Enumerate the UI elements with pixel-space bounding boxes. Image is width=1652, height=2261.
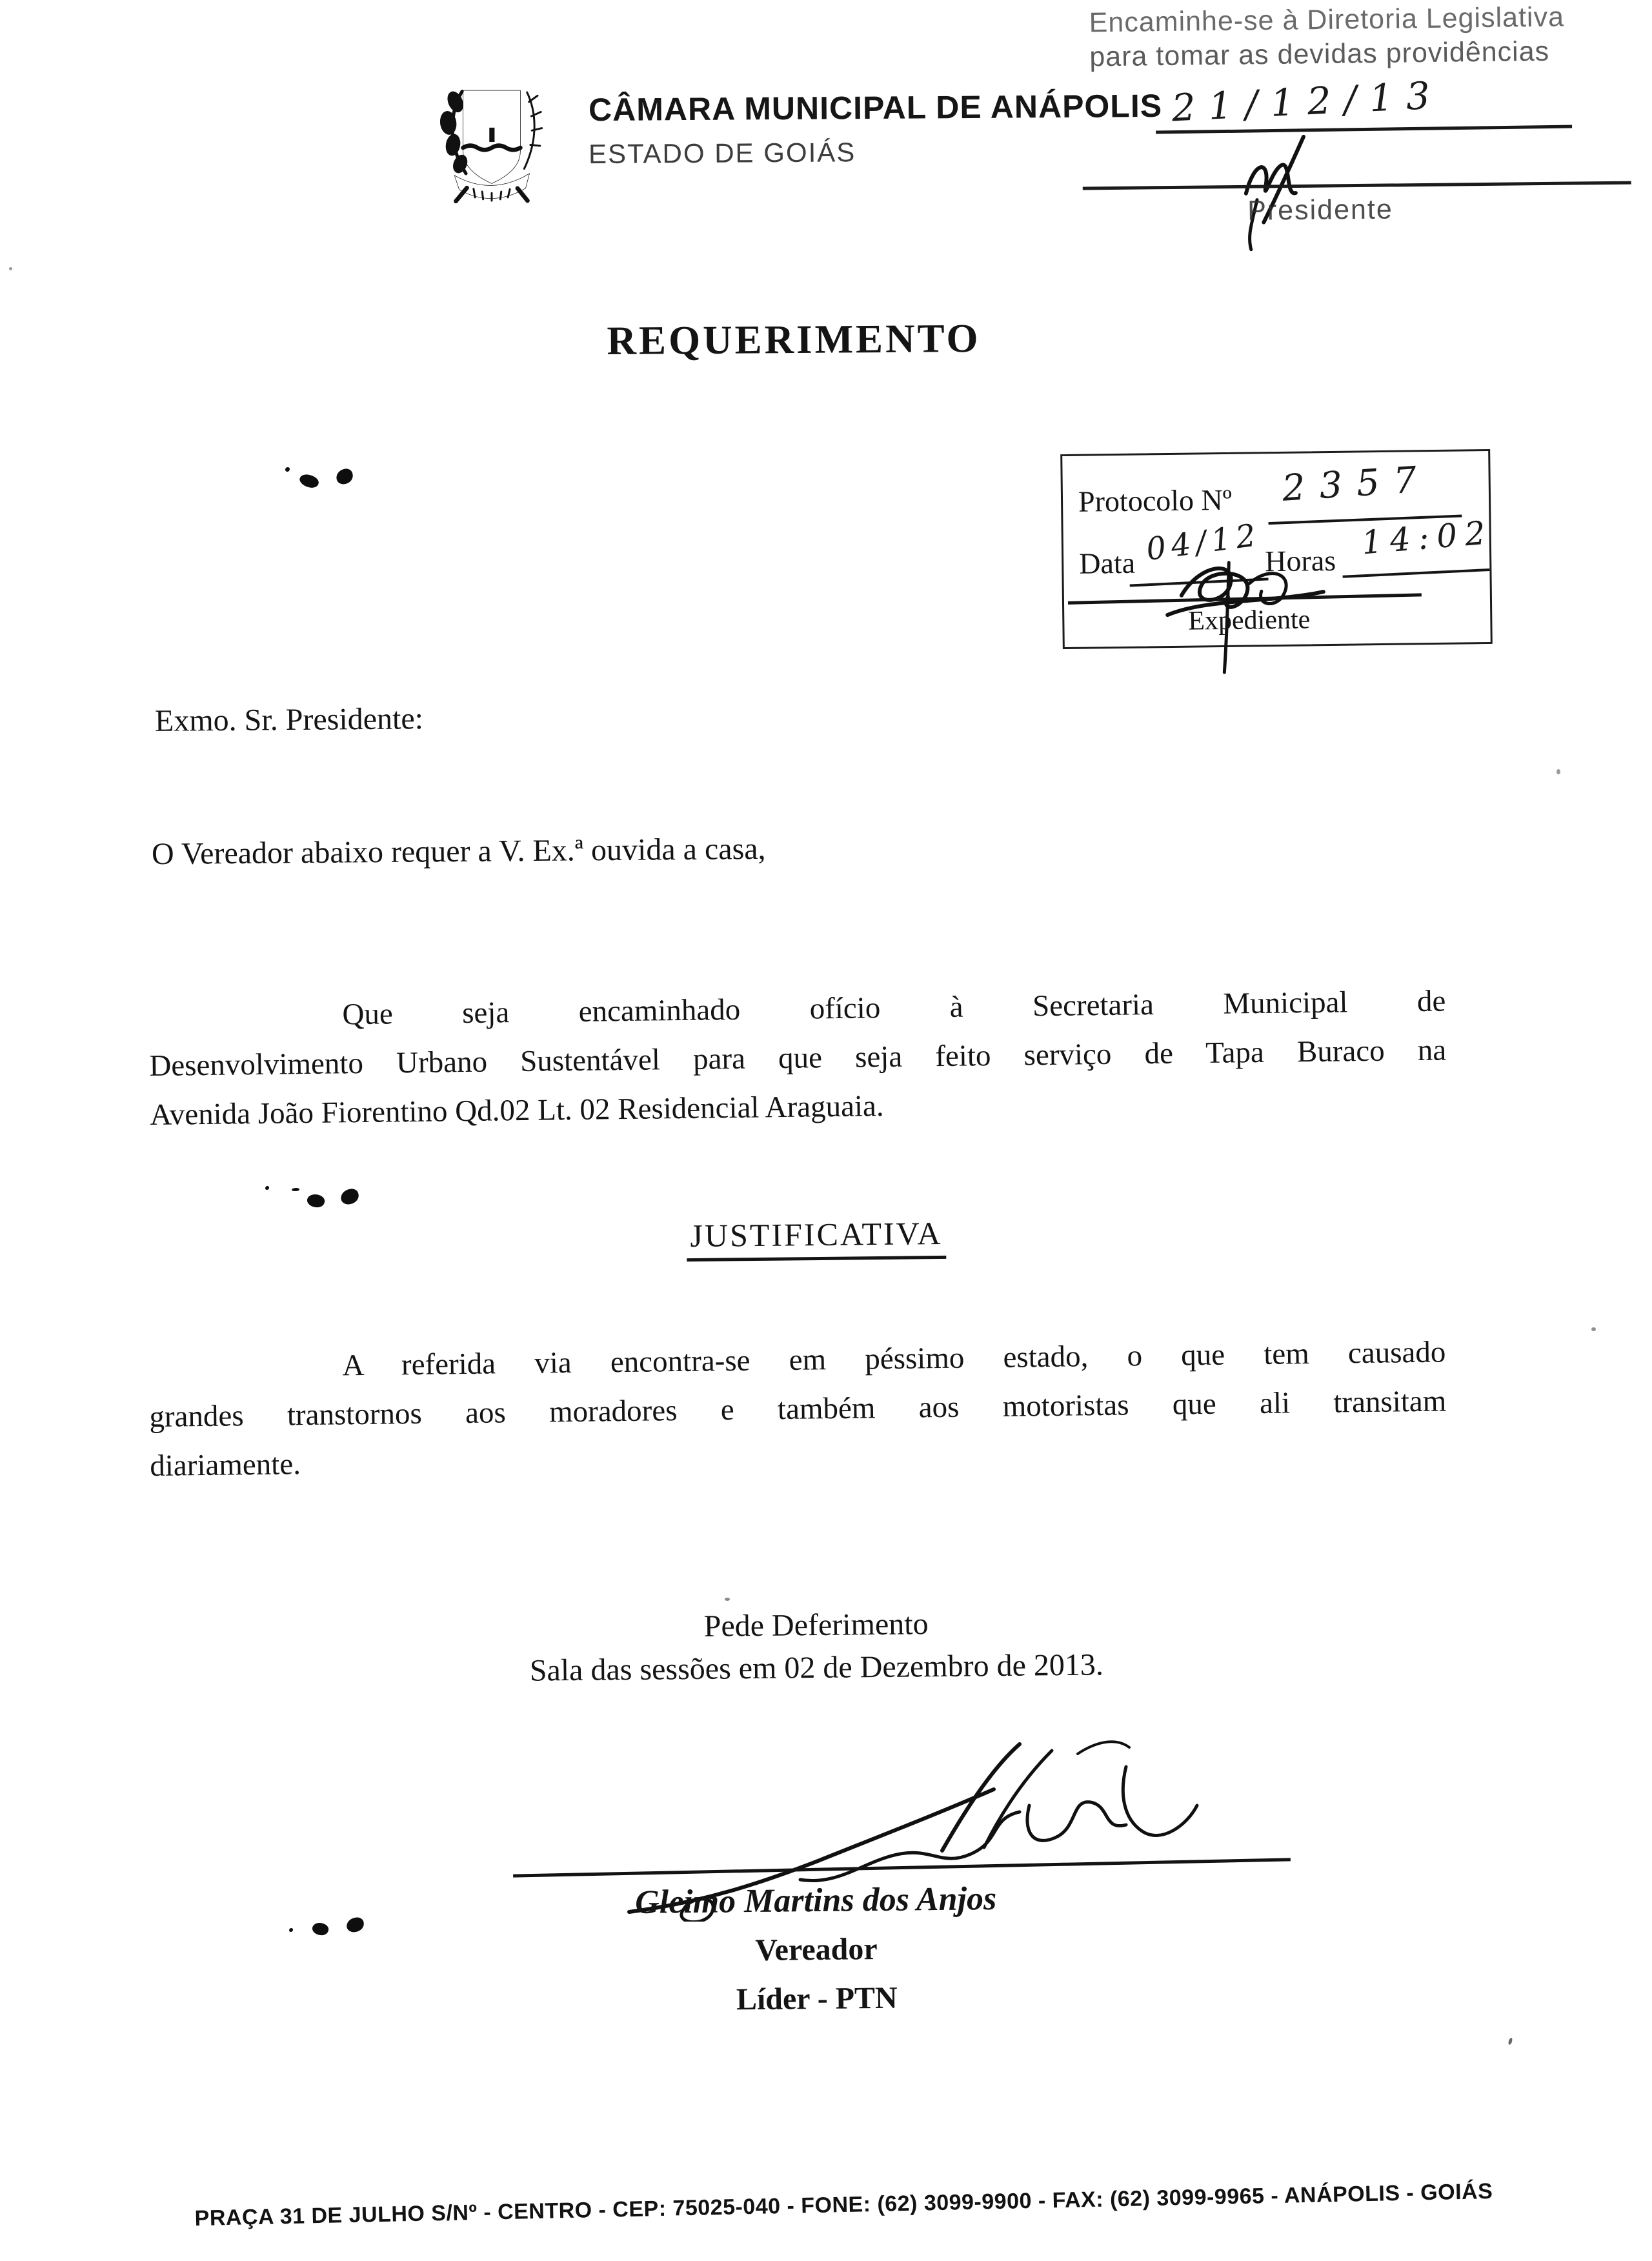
date-label: Data [1078, 546, 1136, 580]
signer-block [154, 1869, 1478, 2030]
scan-speck [1591, 1327, 1596, 1331]
intro-line: O Vereador abaixo requer a V. Ex.ª ouvida a casa, [151, 831, 766, 872]
scan-speck [725, 1598, 730, 1601]
document-title: REQUERIMENTO [607, 315, 981, 364]
closing-block [154, 1597, 1478, 1696]
letterhead [589, 89, 1162, 168]
hours-handwriting: 14:02 [1360, 513, 1495, 562]
request-line: Que seja encaminhado ofício à Secretaria Municipal de [342, 984, 1446, 1032]
ink-dot [292, 1188, 299, 1191]
protocol-number-handwriting: 2357 [1280, 458, 1433, 510]
date-handwriting: 04/12 [1143, 516, 1264, 568]
signer-name: Gleimo Martins dos Anjos [634, 1880, 997, 1921]
president-line [1083, 181, 1631, 190]
salutation: Exmo. Sr. Presidente: [154, 701, 424, 738]
justification-line: grandes transtornos aos moradores e também aos motoristas que ali transitam [149, 1384, 1447, 1434]
org-name: CÂMARA MUNICIPAL DE ANÁPOLIS [588, 87, 1163, 128]
closing-date: Sala das sessões em 02 de Dezembro de 2013. [529, 1647, 1104, 1688]
president-signature [1229, 131, 1340, 255]
request-line: Avenida João Fiorentino Qd.02 Lt. 02 Residencial Araguaia. [150, 1089, 884, 1132]
request-line: Desenvolvimento Urbano Sustentável para que seja feito serviço de Tapa Buraco na [149, 1033, 1447, 1083]
hours-line [1343, 568, 1490, 578]
scan-speck [1556, 769, 1560, 774]
expedient-label: Expediente [1188, 605, 1311, 636]
request-paragraph [148, 976, 1447, 1140]
justification-line: A referida via encontra-se em péssimo estado, o que tem causado [342, 1335, 1446, 1383]
ink-blot [335, 467, 355, 486]
scan-speck [1507, 2037, 1513, 2045]
routing-stamp [1089, 0, 1652, 74]
signer-party: Líder - PTN [736, 1980, 898, 2017]
hours-label: Horas [1264, 543, 1336, 578]
justification-heading: JUSTIFICATIVA [686, 1214, 947, 1261]
coat-of-arms-icon [412, 72, 570, 216]
protocol-label: Protocolo Nº [1078, 483, 1233, 518]
closing-request: Pede Deferimento [703, 1607, 929, 1643]
justification-heading-wrap [155, 1209, 1478, 1267]
received-date-handwriting: 21/12/13 [1171, 73, 1444, 130]
org-subtitle: ESTADO DE GOIÁS [588, 137, 856, 170]
ink-dot [285, 467, 290, 472]
scan-speck [9, 267, 12, 270]
justification-line: diariamente. [150, 1447, 301, 1483]
routing-stamp-line2: para tomar as devidas providências [1089, 35, 1550, 73]
received-date-field [1155, 73, 1575, 130]
protocol-stamp-box [1060, 449, 1493, 649]
ink-blot [297, 472, 320, 491]
ink-dot [265, 1186, 269, 1190]
ink-blot [306, 1192, 327, 1209]
footer-address: PRAÇA 31 DE JULHO S/Nº - CENTRO - CEP: 75025-040 - FONE: (62) 3099-9900 - FAX: (62) 3099-9965 - ANÁPOLIS - GOIÁS [194, 2178, 1493, 2231]
president-signature-block [1082, 130, 1635, 271]
president-label: Presidente [1247, 194, 1393, 226]
routing-stamp-line1: Encaminhe-se à Diretoria Legislativa [1089, 1, 1565, 39]
justification-paragraph [148, 1327, 1447, 1491]
signer-role: Vereador [755, 1932, 878, 1967]
ink-blot [339, 1187, 360, 1205]
